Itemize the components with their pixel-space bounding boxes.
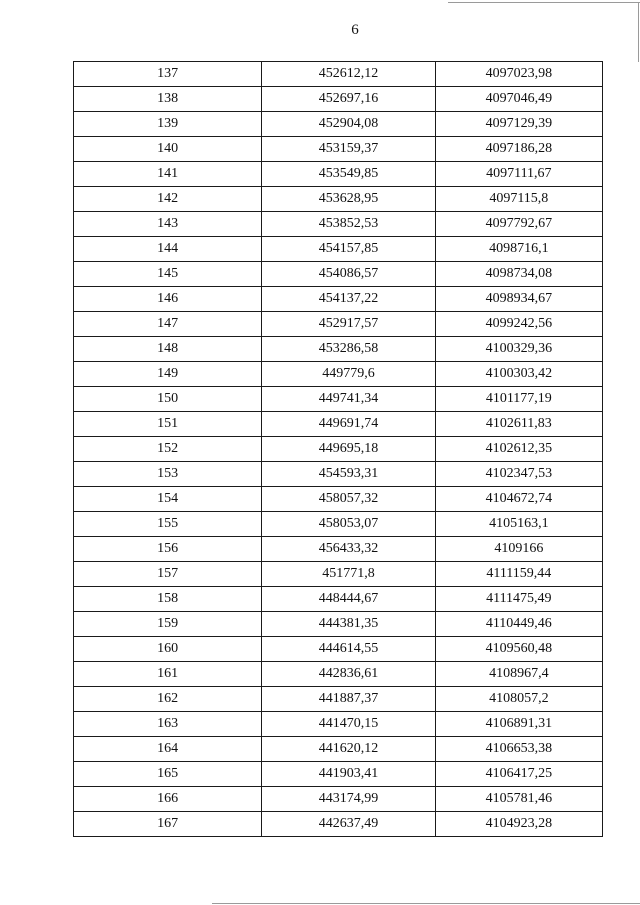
table-row xyxy=(74,687,603,712)
table-row xyxy=(74,387,603,412)
x-coordinate-cell: 454157,85 xyxy=(262,237,435,262)
x-coordinate-cell: 452917,57 xyxy=(262,312,435,337)
point-number-cell: 153 xyxy=(74,462,262,487)
x-coordinate-cell: 451771,8 xyxy=(262,562,435,587)
point-number-cell: 143 xyxy=(74,212,262,237)
y-coordinate-cell: 4098934,67 xyxy=(435,287,602,312)
table-row xyxy=(74,737,603,762)
point-number-cell: 158 xyxy=(74,587,262,612)
x-coordinate-cell: 442637,49 xyxy=(262,812,435,837)
point-number-cell: 147 xyxy=(74,312,262,337)
x-coordinate-cell: 444614,55 xyxy=(262,637,435,662)
y-coordinate-cell: 4097115,8 xyxy=(435,187,602,212)
point-number-cell: 154 xyxy=(74,487,262,512)
y-coordinate-cell: 4100303,42 xyxy=(435,362,602,387)
y-coordinate-cell: 4111159,44 xyxy=(435,562,602,587)
table-row xyxy=(74,212,603,237)
y-coordinate-cell: 4106891,31 xyxy=(435,712,602,737)
point-number-cell: 164 xyxy=(74,737,262,762)
x-coordinate-cell: 453286,58 xyxy=(262,337,435,362)
point-number-cell: 146 xyxy=(74,287,262,312)
table-row xyxy=(74,787,603,812)
point-number-cell: 137 xyxy=(74,62,262,87)
table-row xyxy=(74,137,603,162)
point-number-cell: 160 xyxy=(74,637,262,662)
x-coordinate-cell: 441620,12 xyxy=(262,737,435,762)
point-number-cell: 151 xyxy=(74,412,262,437)
x-coordinate-cell: 454593,31 xyxy=(262,462,435,487)
y-coordinate-cell: 4104672,74 xyxy=(435,487,602,512)
table-row xyxy=(74,637,603,662)
y-coordinate-cell: 4106417,25 xyxy=(435,762,602,787)
y-coordinate-cell: 4109166 xyxy=(435,537,602,562)
y-coordinate-cell: 4098734,08 xyxy=(435,262,602,287)
y-coordinate-cell: 4097111,67 xyxy=(435,162,602,187)
point-number-cell: 144 xyxy=(74,237,262,262)
point-number-cell: 161 xyxy=(74,662,262,687)
point-number-cell: 159 xyxy=(74,612,262,637)
table-row xyxy=(74,562,603,587)
table-row xyxy=(74,62,603,87)
table-row xyxy=(74,187,603,212)
x-coordinate-cell: 448444,67 xyxy=(262,587,435,612)
y-coordinate-cell: 4109560,48 xyxy=(435,637,602,662)
point-number-cell: 145 xyxy=(74,262,262,287)
y-coordinate-cell: 4110449,46 xyxy=(435,612,602,637)
table-row xyxy=(74,112,603,137)
table-row xyxy=(74,487,603,512)
coordinates-table-body xyxy=(74,62,603,837)
x-coordinate-cell: 456433,32 xyxy=(262,537,435,562)
y-coordinate-cell: 4097023,98 xyxy=(435,62,602,87)
point-number-cell: 139 xyxy=(74,112,262,137)
y-coordinate-cell: 4102612,35 xyxy=(435,437,602,462)
y-coordinate-cell: 4104923,28 xyxy=(435,812,602,837)
table-row xyxy=(74,762,603,787)
x-coordinate-cell: 449741,34 xyxy=(262,387,435,412)
x-coordinate-cell: 449691,74 xyxy=(262,412,435,437)
x-coordinate-cell: 442836,61 xyxy=(262,662,435,687)
point-number-cell: 140 xyxy=(74,137,262,162)
table-row xyxy=(74,537,603,562)
table-row xyxy=(74,512,603,537)
table-row xyxy=(74,262,603,287)
point-number-cell: 138 xyxy=(74,87,262,112)
y-coordinate-cell: 4098716,1 xyxy=(435,237,602,262)
y-coordinate-cell: 4097046,49 xyxy=(435,87,602,112)
y-coordinate-cell: 4101177,19 xyxy=(435,387,602,412)
point-number-cell: 148 xyxy=(74,337,262,362)
table-row xyxy=(74,662,603,687)
table-row xyxy=(74,337,603,362)
x-coordinate-cell: 453628,95 xyxy=(262,187,435,212)
x-coordinate-cell: 443174,99 xyxy=(262,787,435,812)
coordinates-table xyxy=(73,61,603,837)
point-number-cell: 141 xyxy=(74,162,262,187)
y-coordinate-cell: 4097792,67 xyxy=(435,212,602,237)
point-number-cell: 149 xyxy=(74,362,262,387)
y-coordinate-cell: 4105781,46 xyxy=(435,787,602,812)
table-row xyxy=(74,587,603,612)
scan-edge-bottom xyxy=(212,903,640,904)
point-number-cell: 152 xyxy=(74,437,262,462)
y-coordinate-cell: 4108967,4 xyxy=(435,662,602,687)
point-number-cell: 162 xyxy=(74,687,262,712)
y-coordinate-cell: 4111475,49 xyxy=(435,587,602,612)
point-number-cell: 150 xyxy=(74,387,262,412)
y-coordinate-cell: 4099242,56 xyxy=(435,312,602,337)
x-coordinate-cell: 449695,18 xyxy=(262,437,435,462)
point-number-cell: 155 xyxy=(74,512,262,537)
x-coordinate-cell: 453549,85 xyxy=(262,162,435,187)
table-row xyxy=(74,437,603,462)
y-coordinate-cell: 4105163,1 xyxy=(435,512,602,537)
x-coordinate-cell: 458057,32 xyxy=(262,487,435,512)
x-coordinate-cell: 441887,37 xyxy=(262,687,435,712)
x-coordinate-cell: 441470,15 xyxy=(262,712,435,737)
y-coordinate-cell: 4106653,38 xyxy=(435,737,602,762)
table-row xyxy=(74,412,603,437)
x-coordinate-cell: 449779,6 xyxy=(262,362,435,387)
point-number-cell: 165 xyxy=(74,762,262,787)
x-coordinate-cell: 444381,35 xyxy=(262,612,435,637)
page-number: 6 xyxy=(351,22,359,38)
table-row xyxy=(74,612,603,637)
table-row xyxy=(74,237,603,262)
table-row xyxy=(74,362,603,387)
x-coordinate-cell: 452612,12 xyxy=(262,62,435,87)
table-row xyxy=(74,312,603,337)
point-number-cell: 156 xyxy=(74,537,262,562)
x-coordinate-cell: 453159,37 xyxy=(262,137,435,162)
table-row xyxy=(74,712,603,737)
point-number-cell: 157 xyxy=(74,562,262,587)
table-row xyxy=(74,87,603,112)
x-coordinate-cell: 458053,07 xyxy=(262,512,435,537)
point-number-cell: 142 xyxy=(74,187,262,212)
x-coordinate-cell: 454137,22 xyxy=(262,287,435,312)
y-coordinate-cell: 4102347,53 xyxy=(435,462,602,487)
x-coordinate-cell: 454086,57 xyxy=(262,262,435,287)
point-number-cell: 166 xyxy=(74,787,262,812)
table-row xyxy=(74,462,603,487)
x-coordinate-cell: 452697,16 xyxy=(262,87,435,112)
point-number-cell: 167 xyxy=(74,812,262,837)
y-coordinate-cell: 4102611,83 xyxy=(435,412,602,437)
y-coordinate-cell: 4100329,36 xyxy=(435,337,602,362)
y-coordinate-cell: 4108057,2 xyxy=(435,687,602,712)
table-row xyxy=(74,812,603,837)
x-coordinate-cell: 453852,53 xyxy=(262,212,435,237)
table-row xyxy=(74,162,603,187)
table-row xyxy=(74,287,603,312)
y-coordinate-cell: 4097129,39 xyxy=(435,112,602,137)
x-coordinate-cell: 441903,41 xyxy=(262,762,435,787)
point-number-cell: 163 xyxy=(74,712,262,737)
scan-edge-top xyxy=(448,2,640,3)
x-coordinate-cell: 452904,08 xyxy=(262,112,435,137)
y-coordinate-cell: 4097186,28 xyxy=(435,137,602,162)
